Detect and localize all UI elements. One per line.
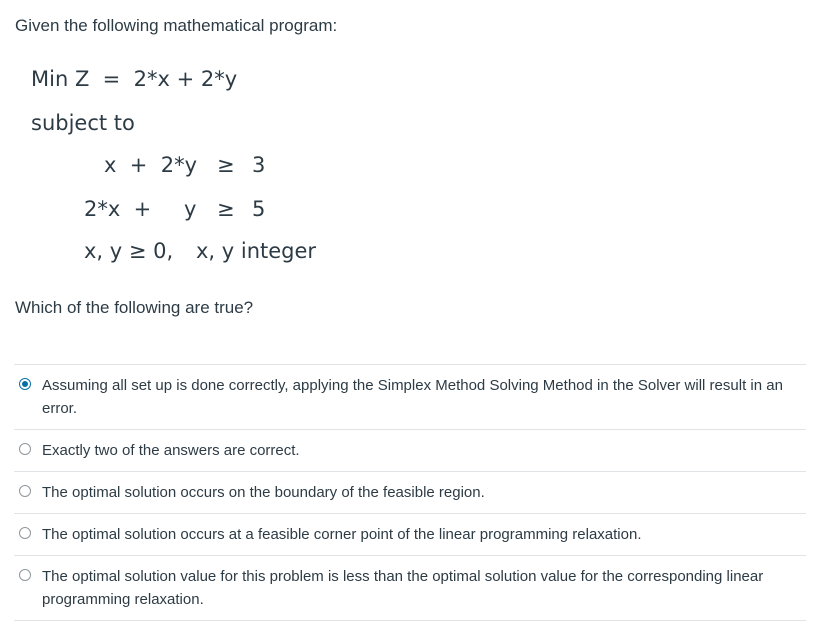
subject-to-label: subject to — [31, 111, 135, 135]
answer-list — [14, 364, 806, 621]
radio-button[interactable] — [19, 443, 31, 455]
objective-function: Min Z = 2*x + 2*y — [31, 67, 238, 91]
constraint-2-operator: ≥ — [217, 197, 235, 221]
intro-text: Given the following mathematical program: — [15, 16, 338, 35]
constraint-1-lhs: x + 2*y — [104, 153, 198, 177]
answer-label: Exactly two of the answers are correct. — [42, 442, 300, 459]
constraint-2-lhs: 2*x + — [84, 197, 152, 221]
constraint-2-rhs: 5 — [252, 197, 266, 221]
answer-label: The optimal solution value for this problem is less than the optimal solution value for the corresponding linear programming relaxation. — [42, 568, 764, 608]
nonnegativity-constraint: x, y ≥ 0, — [84, 239, 174, 263]
integer-constraint: x, y integer — [196, 239, 317, 263]
question-text: Which of the following are true? — [15, 298, 254, 317]
answer-label: Assuming all set up is done correctly, applying the Simplex Method Solving Method in the Solver will result in an error. — [42, 377, 783, 417]
answer-label: The optimal solution occurs on the boundary of the feasible region. — [42, 484, 485, 501]
radio-button[interactable] — [19, 569, 31, 581]
answer-option[interactable] — [14, 514, 806, 556]
constraint-1-operator: ≥ — [217, 153, 235, 177]
answer-option[interactable] — [14, 556, 806, 621]
radio-button[interactable] — [19, 378, 31, 390]
answer-option[interactable] — [14, 430, 806, 472]
answer-option[interactable] — [14, 365, 806, 430]
answer-option[interactable] — [14, 472, 806, 514]
answer-label: The optimal solution occurs at a feasible corner point of the linear programming relaxation. — [42, 526, 642, 543]
constraint-2-y: y — [184, 197, 197, 221]
radio-button[interactable] — [19, 527, 31, 539]
constraint-1-rhs: 3 — [252, 153, 266, 177]
radio-button[interactable] — [19, 485, 31, 497]
